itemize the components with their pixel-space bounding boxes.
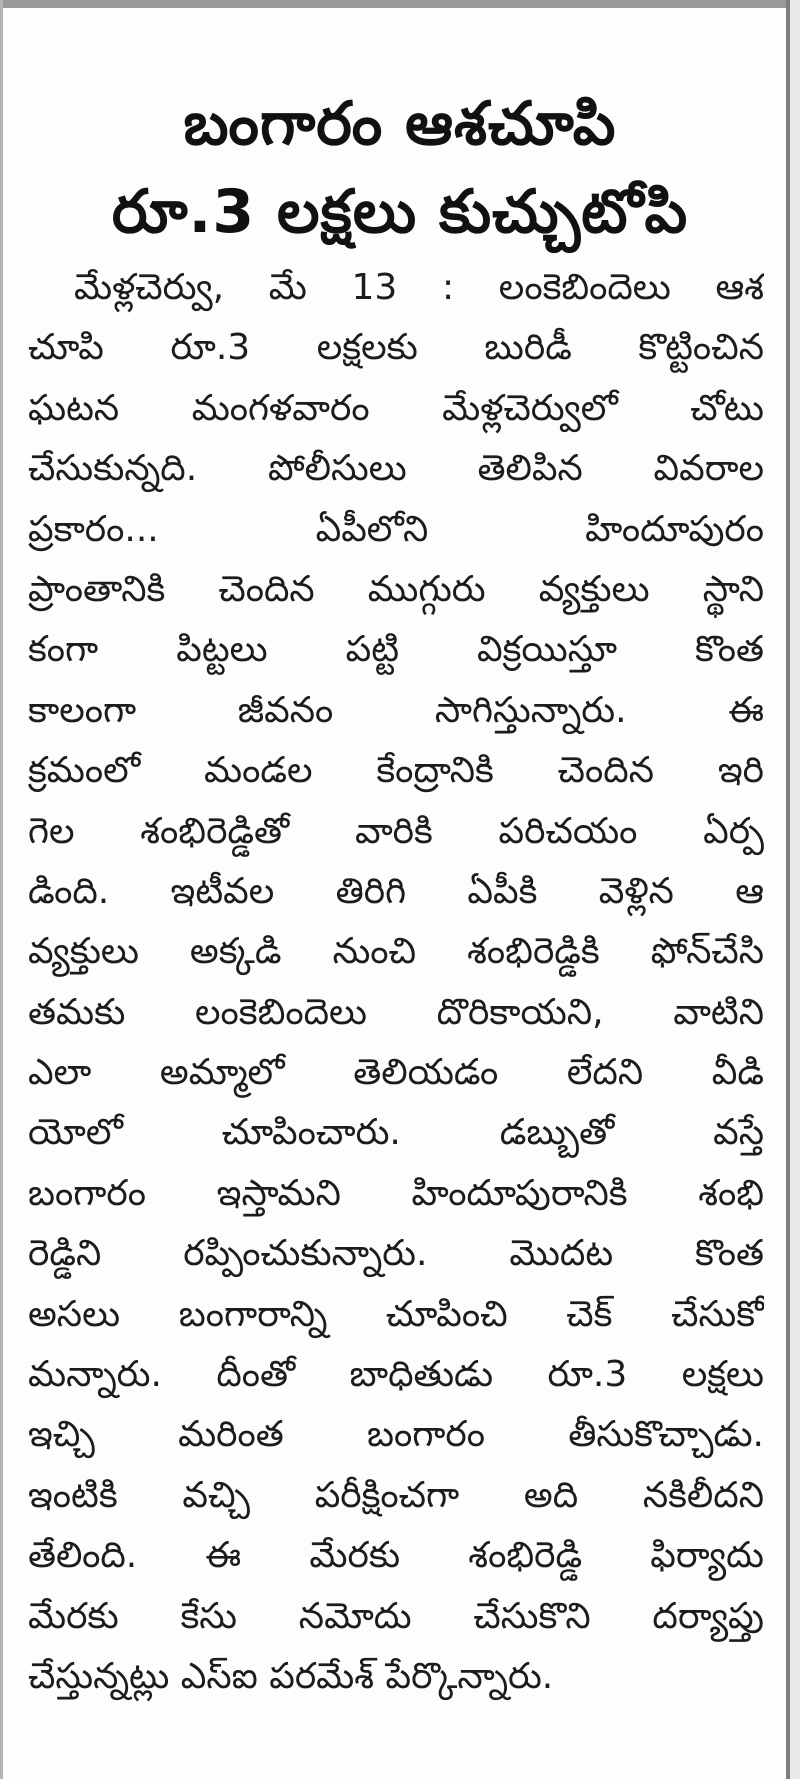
article-line: డింది. ఇటీవల తిరిగి ఏపీకి వెళ్లిన ఆ xyxy=(28,870,764,912)
article-line: వ్యక్తులు అక్కడి నుంచి శంభిరెడ్డికి ఫోన్‌చేసి xyxy=(28,931,764,973)
article-line: యోలో చూపించారు. డబ్బుతో వస్తే xyxy=(28,1112,764,1154)
article-line: తమకు లంకెబిందెలు దొరికాయని, వాటిని xyxy=(28,991,764,1033)
article-line: మేరకు కేసు నమోదు చేసుకొని దర్యాప్తు xyxy=(28,1595,764,1637)
article-line: మేళ్లచెర్వు, మే 13 : లంకెబిందెలు ఆశ xyxy=(74,267,764,308)
headline-line-2: రూ.3 లక్షలు కుచ్చుటోపి xyxy=(111,177,689,247)
left-border-rule xyxy=(0,0,3,1779)
headline-line-1: బంగారం ఆశచూపి xyxy=(183,89,617,159)
article-line: అసలు బంగారాన్ని చూపించి చెక్ చేసుకో xyxy=(28,1293,764,1335)
article-line: ఎలా అమ్మాలో తెలియడం లేదని వీడి xyxy=(28,1052,764,1094)
article-line: చూపి రూ.3 లక్షలకు బురిడీ కొట్టించిన xyxy=(28,327,764,369)
article-line: చేస్తున్నట్లు ఎస్‌ఐ పరమేశ్ పేర్కొన్నారు. xyxy=(28,1655,554,1697)
article-line: ఇచ్చి మరింత బంగారం తీసుకొచ్చాడు. xyxy=(28,1414,764,1456)
article-line: గెల శంభిరెడ్డితో వారికి పరిచయం ఏర్ప xyxy=(28,810,764,852)
article-line: ప్రాంతానికి చెందిన ముగ్గురు వ్యక్తులు స్థాని xyxy=(28,568,764,610)
article-line: చేసుకున్నది. పోలీసులు తెలిపిన వివరాల xyxy=(28,448,764,490)
article-line: ఘటన మంగళవారం మేళ్లచెర్వులో చోటు xyxy=(28,387,764,429)
article-line: ఇంటికి వచ్చి పరీక్షించగా అది నకిలీదని xyxy=(28,1474,764,1516)
article-line: బంగారం ఇస్తామని హిందూపురానికి శంభి xyxy=(28,1172,764,1214)
article-line: మన్నారు. దీంతో బాధితుడు రూ.3 లక్షలు xyxy=(28,1354,764,1396)
article-body xyxy=(28,258,764,1707)
article-line: ప్రకారం... ఏపీలోని హిందూపురం xyxy=(28,508,764,550)
article-line: క్రమంలో మండల కేంద్రానికి చెందిన ఇరి xyxy=(28,750,764,792)
article-line: తేలింది. ఈ మేరకు శంభిరెడ్డి ఫిర్యాదు xyxy=(28,1535,764,1577)
article-line: రెడ్డిని రప్పించుకున్నారు. మొదట కొంత xyxy=(28,1233,764,1275)
article-line: కంగా పిట్టలు పట్టి విక్రయిస్తూ కొంత xyxy=(28,629,764,671)
article-line: కాలంగా జీవనం సాగిస్తున్నారు. ఈ xyxy=(28,689,764,731)
adjacent-column-edge xyxy=(790,0,800,1779)
top-border-rule xyxy=(0,0,800,8)
headline xyxy=(40,80,760,256)
